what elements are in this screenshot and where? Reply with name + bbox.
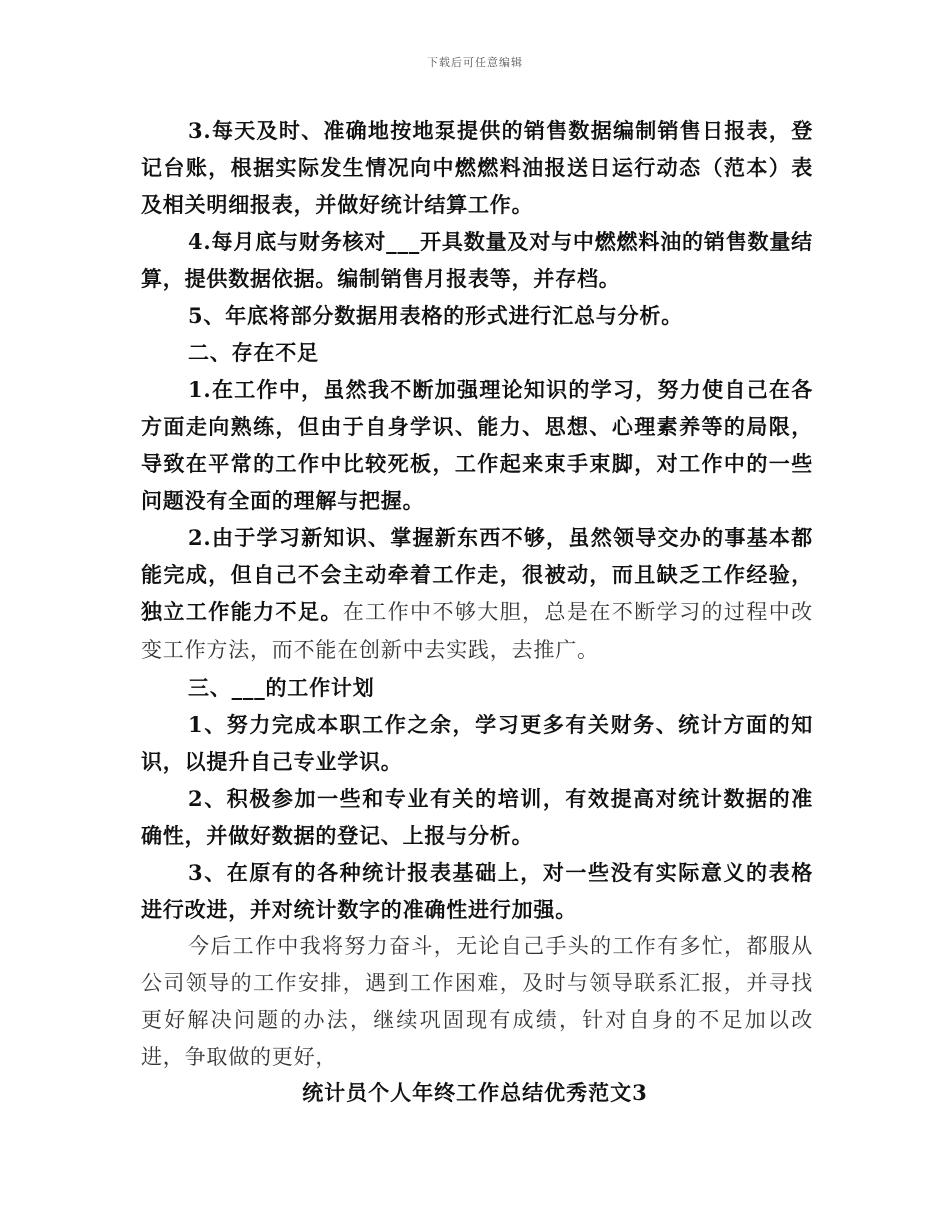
paragraph-text-tail: 在工作中不够大胆，总是在不断学习的过程中改变工作方法，而不能在创新中去实践，去推广。 [141,600,813,662]
page-header-note: 下载后可任意编辑 [427,56,523,69]
paragraph-item-5 [141,297,813,334]
section-title: 统计员个人年终工作总结优秀范文3 [302,1080,648,1105]
paragraph-plan-3 [141,854,813,928]
paragraph-text: 1.在工作中，虽然我不断加强理论知识的学习，努力使自己在各方面走向熟练，但由于自身学识、能力、思想、心理素养等的局限，导致在平常的工作中比较死板，工作起来束手束脚，对工作中的一些问题没有全面的理解与把握。 [141,377,813,513]
paragraph-item-4 [141,223,813,297]
paragraph-shortcoming-2 [141,519,813,669]
paragraph-text: 5、年底将部分数据用表格的形式进行汇总与分析。 [188,303,684,328]
paragraph-text: 2.由于学习新知识、掌握新东西不够，虽然领导交办的事基本都能完成，但自己不会主动牵着工作走，很被动，而且缺乏工作经验，独立工作能力不足。 [141,525,813,624]
paragraph-item-3 [141,112,813,223]
paragraph-text: 3.每天及时、准确地按地泵提供的销售数据编制销售日报表，登记台账，根据实际发生情况向中燃燃料油报送日运行动态（范本）表及相关明细报表，并做好统计结算工作。 [141,118,813,217]
heading-text: 三、___的工作计划 [188,675,375,700]
section-heading-shortcomings [141,334,813,371]
paragraph-text: 1、努力完成本职工作之余，学习更多有关财务、统计方面的知识，以提升自己专业学识。 [141,712,813,774]
paragraph-plan-1 [141,706,813,780]
paragraph-text: 今后工作中我将努力奋斗，无论自己手头的工作有多忙，都服从公司领导的工作安排，遇到工作困难，及时与领导联系汇报，并寻找更好解决问题的办法，继续巩固现有成绩，针对自身的不足加以改进，争取做的更好， [141,934,813,1069]
paragraph-plan-2 [141,780,813,854]
paragraph-text: 2、积极参加一些和专业有关的培训，有效提高对统计数据的准确性，并做好数据的登记、上报与分析。 [141,786,813,848]
paragraph-text: 3、在原有的各种统计报表基础上，对一些没有实际意义的表格进行改进，并对统计数字的准确性进行加强。 [141,860,813,922]
section-heading-work-plan [141,669,813,706]
heading-text: 二、存在不足 [188,340,319,365]
paragraph-closing [141,928,813,1076]
paragraph-shortcoming-1 [141,371,813,519]
paragraph-text: 4.每月底与财务核对___开具数量及对与中燃燃料油的销售数量结算，提供数据依据。编制销售月报表等，并存档。 [141,229,813,291]
document-body [141,112,813,1076]
